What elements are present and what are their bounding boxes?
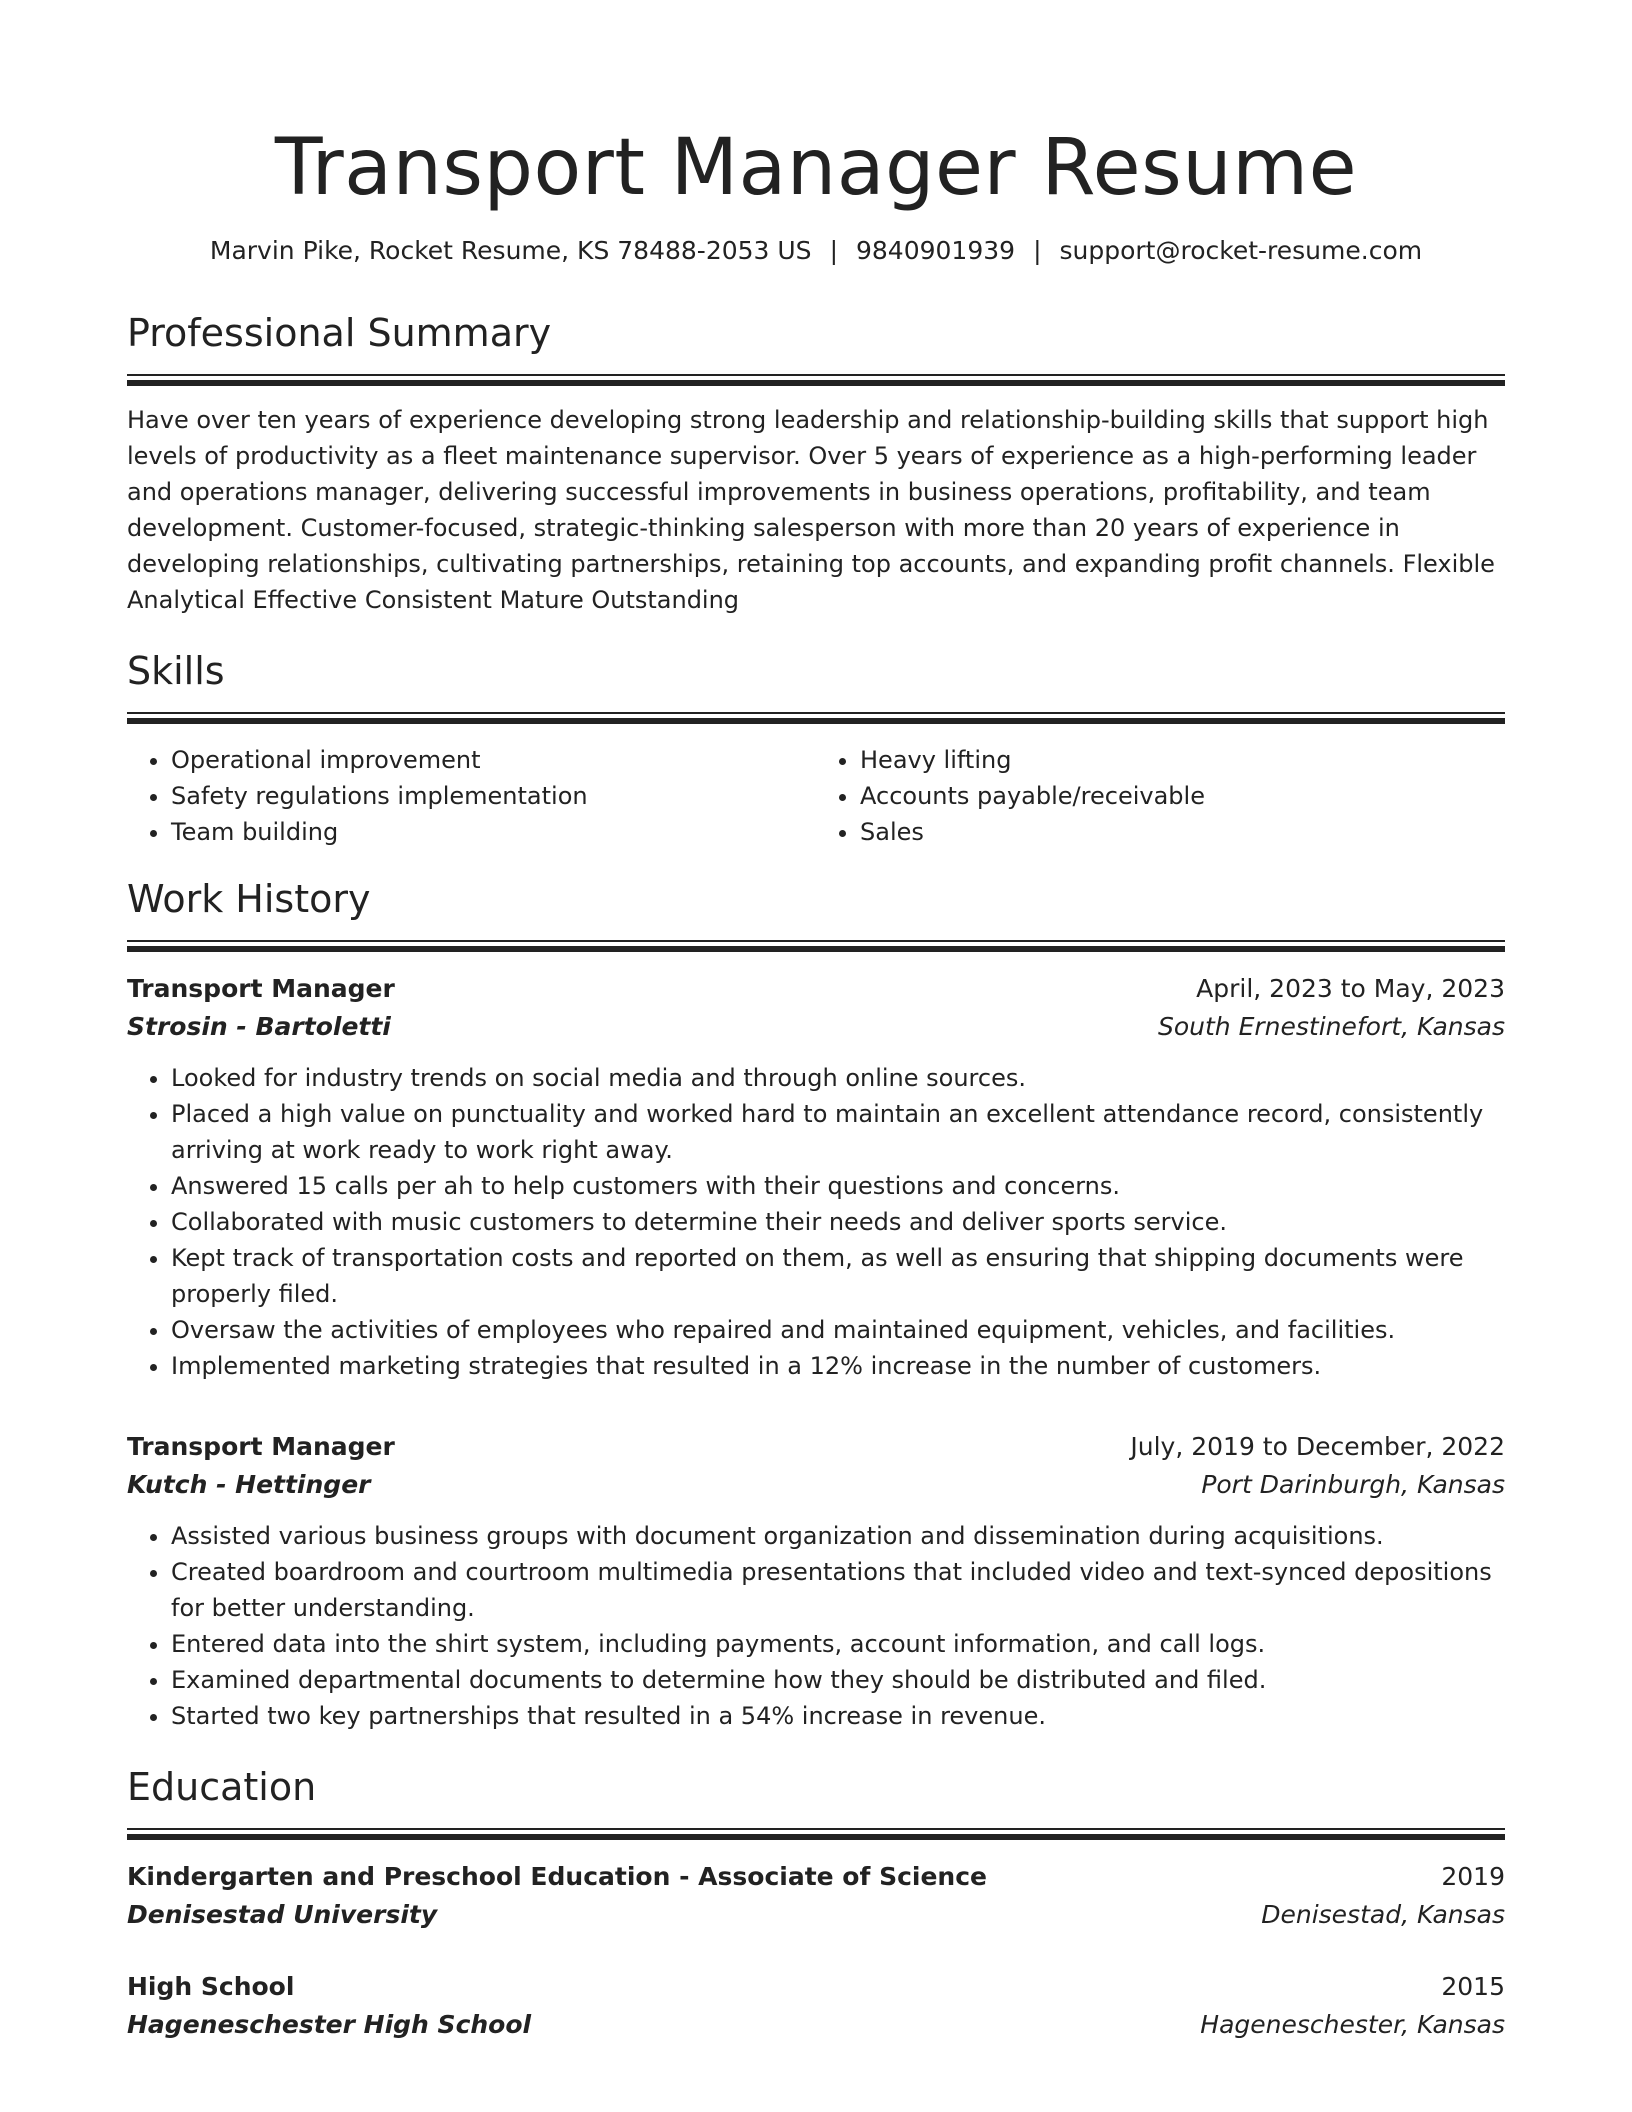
section-divider xyxy=(127,940,1505,952)
education-school-row xyxy=(127,1896,1505,1934)
skills-grid xyxy=(127,742,1505,850)
job-bullet: • Created boardroom and courtroom multimedia presentations that included video and text-synced depositions for better understanding. xyxy=(171,1554,1505,1626)
education-section xyxy=(127,1764,1505,2044)
section-title-skills: Skills xyxy=(127,649,225,693)
section-divider xyxy=(127,374,1505,386)
education-degree: High School xyxy=(127,1972,295,2001)
education-degree: Kindergarten and Preschool Education - Associate of Science xyxy=(127,1862,987,1891)
skills-column-left xyxy=(127,742,816,850)
skill-item: • Team building xyxy=(171,814,816,850)
job-bullet: • Collaborated with music customers to determine their needs and deliver sports service. xyxy=(171,1204,1505,1240)
section-divider xyxy=(127,712,1505,724)
job-location: Port Darinburgh, Kansas xyxy=(1201,1470,1505,1499)
contact-phone: 9840901939 xyxy=(856,236,1016,265)
skill-item: • Heavy lifting xyxy=(860,742,1505,778)
skill-item: • Operational improvement xyxy=(171,742,816,778)
job-employer-row xyxy=(127,1008,1505,1046)
education-school-row xyxy=(127,2006,1505,2044)
job-bullet: • Examined departmental documents to determine how they should be distributed and filed. xyxy=(171,1662,1505,1698)
job-title: Transport Manager xyxy=(127,974,395,1003)
job-bullets xyxy=(127,1060,1505,1384)
education-year: 2019 xyxy=(1441,1862,1505,1891)
skill-item: • Sales xyxy=(860,814,1505,850)
education-year: 2015 xyxy=(1441,1972,1505,2001)
work-history-section xyxy=(127,876,1505,1734)
contact-separator: | xyxy=(829,236,838,265)
education-header-row xyxy=(127,1858,1505,1896)
education-location: Hageneschester, Kansas xyxy=(1200,2010,1505,2039)
education-location: Denisestad, Kansas xyxy=(1261,1900,1505,1929)
job-location: South Ernestinefort, Kansas xyxy=(1157,1012,1505,1041)
resume-title: Transport Manager Resume xyxy=(274,123,1358,213)
contact-line xyxy=(127,234,1505,268)
job-bullet: • Placed a high value on punctuality and worked hard to maintain an excellent attendance record, consistently arriving at work ready to work right away. xyxy=(171,1096,1505,1168)
job-bullet: • Implemented marketing strategies that resulted in a 12% increase in the number of customers. xyxy=(171,1348,1505,1384)
education-entry xyxy=(127,1968,1505,2044)
job-bullet: • Entered data into the shirt system, including payments, account information, and call logs. xyxy=(171,1626,1505,1662)
job-bullet: • Started two key partnerships that resulted in a 54% increase in revenue. xyxy=(171,1698,1505,1734)
job-entry xyxy=(127,970,1505,1384)
education-header-row xyxy=(127,1968,1505,2006)
skill-item: • Safety regulations implementation xyxy=(171,778,816,814)
skills-section xyxy=(127,648,1505,850)
job-employer-row xyxy=(127,1466,1505,1504)
skills-column-right xyxy=(816,742,1505,850)
education-school: Hageneschester High School xyxy=(127,2010,532,2039)
job-dates: July, 2019 to December, 2022 xyxy=(1130,1432,1505,1461)
education-entry xyxy=(127,1858,1505,1934)
job-bullet: • Answered 15 calls per ah to help customers with their questions and concerns. xyxy=(171,1168,1505,1204)
job-bullet: • Oversaw the activities of employees who repaired and maintained equipment, vehicles, and facilities. xyxy=(171,1312,1505,1348)
job-header-row xyxy=(127,1428,1505,1466)
job-bullets xyxy=(127,1518,1505,1734)
education-school: Denisestad University xyxy=(127,1900,438,1929)
job-entry xyxy=(127,1428,1505,1734)
job-bullet: • Looked for industry trends on social media and through online sources. xyxy=(171,1060,1505,1096)
job-header-row xyxy=(127,970,1505,1008)
job-title: Transport Manager xyxy=(127,1432,395,1461)
section-title-work-history: Work History xyxy=(127,877,371,921)
contact-address: Marvin Pike, Rocket Resume, KS 78488-2053 US xyxy=(209,236,812,265)
section-title-education: Education xyxy=(127,1765,317,1809)
job-bullet: • Kept track of transportation costs and reported on them, as well as ensuring that shipping documents were properly filed. xyxy=(171,1240,1505,1312)
contact-email: support@rocket-resume.com xyxy=(1059,236,1423,265)
contact-separator: | xyxy=(1033,236,1042,265)
skill-item: • Accounts payable/receivable xyxy=(860,778,1505,814)
section-divider xyxy=(127,1828,1505,1840)
job-bullet: • Assisted various business groups with document organization and dissemination during acquisitions. xyxy=(171,1518,1505,1554)
professional-summary-section xyxy=(127,310,1505,618)
job-employer: Kutch - Hettinger xyxy=(127,1470,371,1499)
job-employer: Strosin - Bartoletti xyxy=(127,1012,391,1041)
section-title-professional-summary: Professional Summary xyxy=(127,311,552,355)
summary-text: Have over ten years of experience developing strong leadership and relationship-building skills that support high levels of productivity as a fleet maintenance supervisor. Over 5 years of experience as a high-performing leader and operations manager, delivering successful improvements in business operations, profitability, and team development. Customer-focused, strategic-thinking salesperson with more than 20 years of experience in developing relationships, cultivating partnerships, retaining top accounts, and expanding profit channels. Flexible Analytical Effective Consistent Mature Outstanding xyxy=(127,406,1495,614)
job-dates: April, 2023 to May, 2023 xyxy=(1196,974,1505,1003)
